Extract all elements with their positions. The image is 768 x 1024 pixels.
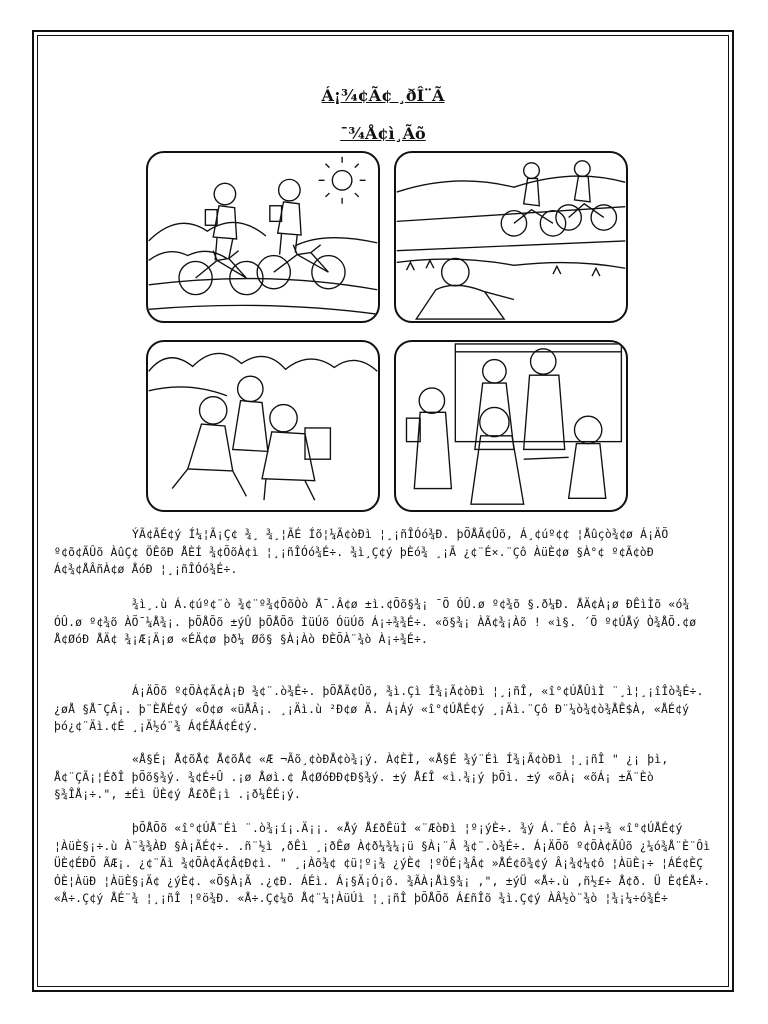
paragraph-1-text: ÝÃ¢ÃÉ¢ý Í¼¦Ã¡Ç¢ ¾¸ ¾¸¦ÃÉ Íõ¦¼Ã¢òÐì ¦¸¡ñÎÓó¾Ð. þÕÅÃ¢Ûõ, Á¸¢úº¢¢ ¦Åûçò¾¢ø Á¡ÄÕ º¢õ¢ÃÛõ ÀûÇ¢ ÖÊõÐ ÅÈÍ ¾¢ÕõÀ¢ì ¦¸¡ñÎÓó¾É÷. ¾ì¸Ç¢ý þÈó¾ ¸¡Ã ¿¢¨É×.¨Çô ÀüÈ¢ø §À°¢ º¢Ã¢òÐ Á¢¾¢ÅÂñÀ¢ø ÅóÐ ¦¸¡ñÎÓó¾É÷. — [54, 527, 676, 576]
two-boys-cycling-icon — [148, 153, 378, 321]
paragraph-5-text: þÕÅÕõ «î°¢ÚÅ¨Éì ¨.ò¾¡í¡.Ä¡¡. «Åý Å£ðÊüÌ «¨ÆòÐì ¦º¡ýÈ÷. ¾ý Á.¨Éô À¡÷¾ «î°¢ÚÅÉ¢ý ¦ÀüÈ§¡÷.ù À¨¾¾ÀÐ §À¡ÃÉ¢÷. .ñ¨½ì ,ðÊì ¸¡ðÊø À¢ð¼¾¼¡ü §À¡¨Â ¾¢¨.ò¾É÷. Á¡ÄÕõ º¢ÕÀ¢ÃÛõ ¿¼ó¾Å¨È¨Ôì ÜÈ¢ÉÐÕ ÃÆ¡. ¿¢¨Äì ¾¢ÕÀ¢Ã¢Â¢Ð¢ì. " ¸¡Àõ¾¢ ¢ü¦º¡¾ ¿ýÈ¢ ¦ºÖÉ¡¾Â¢ »ÅÉ¢õ¾¢ý Â¡¾¢¼¢ô ¦ÀüÈ¡÷ ¦ÁÉ¢ÈÇ ÓÈ¦ÀüÐ ¦ÀüÈ§¡Ä¢ ¿ýÈ¢. «Õ§À¡Ã .¿¢Ð. ÁÉì. Á¡§Ä¡Ó¡õ. ¾ÃÀ¡Åì§¾¡ ,", ±ýÜ «Å÷.ù ,ñ½£÷ Å¢ð. Ü È¢ÉÅ÷. «Å÷.Ç¢ý ÅÉ¨¾ ¦¸¡ñÎ ¦ºö¾Ð. «Å÷.Ç¢¼õ Å¢¨¼¦ÀüÚì ¦¸¡ñÎ þÕÅÕõ Á£ñÎõ ¾ì.Ç¢ý ÀÂ½ò¨¾ò ¦¾¡¼÷ó¾É÷ — [54, 821, 718, 905]
page-border — [32, 30, 734, 992]
illustration-boys-helping — [146, 340, 380, 512]
illustration-boy-fallen — [394, 151, 628, 323]
paragraph-2-text: ¾ì¸.ù Á.¢úº¢¨ò ¾¢¨º¾¢ÕõÒò Å¯.Â¢ø ±ì.¢Õõ§¾¡ ¯Õ ÓÛ.ø º¢¾õ §.ð¼Ð. ÅÄ¢À¡ø ÐÊìÌõ «ó¾ ÓÛ.ø º¢¾õ ÀÕ¯¼Å¾¡. þÕÅÕõ ±ýÛ þÕÅÕõ ÌüÚõ ÓüÚõ Á¡÷¾¾É÷. «õ§¾¡ ÀÃ¢¾¡Àõ ! «ì§. ´Õ º¢ÚÅý Ò¾ÅÕ.¢ø Å¢ØóÐ ÅÄ¢ ¾¡Æ¡Ä¡ø «ÉÄ¢ø þð¼ Øõ§ §À¡Àò ÐÈÕÀ¨¾ò À¡÷¾É÷. — [54, 597, 704, 646]
page-border-inner — [37, 35, 729, 987]
story-title: Á¡¾¢Ã¢ ¸ðÎ¨Ã — [321, 86, 445, 105]
paragraph-1 — [54, 526, 718, 579]
paragraph-3-text: Á¡ÄÕõ º¢ÕÀ¢Ã¢À¡Ð ¾¢¨.ò¾É÷. þÕÅÃ¢Ûõ, ¾ì.Çì Í¾¡Ã¢òÐì ¦¸¡ñÎ, «î°¢ÚÅÛìÌ ¨¸ì¦¸¡îÎò¾É÷. ¿øÅ §Å¯ÇÂ¡. þ¨ÈÅÉ¢ý «Ô¢ø «üÅÂ¡. ¸¡Äì.ù ²Ð¢ø Ä. Á¡Áý «î°¢ÚÅÉ¢ý ¸¡Äì.¨Çô Ð¨¼ò¾¢ò¾ÅÊ$À, «ÅÉ¢ý þó¿¢¨Äì.¢É ¸¡Ä½ó¨¾ Á¢ÉÅÁ¢É¢ý. — [54, 684, 711, 733]
paragraph-4 — [54, 751, 718, 804]
paragraph-4-text: «Å§É¡ Å¢õÅ¢ Å¢õÅ¢ «Æ ¬Ãõ¸¢òÐÅ¢ò¾¡ý. À¢ÈÌ, «Å§É ¾ý¨Éì Í¾¡Ã¢òÐì ¦¸¡ñÎ " ¿¡ þì, Å¢¨ÇÃ¡¦ÉðÎ þÕõ§¾ý. ¾¢É÷Û .¡ø Åøì.¢ Å¢ØóÐÐ¢Ð§¾ý. ±ý Å£Î «ì.¾¡ý þÕì. ±ý «õÀ¡ «õÁ¡ ±Ã¨Èò §¾ÎÅ¡÷.", ±Éì ÜÈ¢ý Å£ðÊ¡ì .¡ð¼ÊÉ¡ý. — [54, 752, 676, 801]
illustration-two-boys-cycling — [146, 151, 380, 323]
paragraph-3 — [54, 683, 718, 736]
paragraph-2 — [54, 596, 718, 649]
paragraph-5 — [54, 820, 718, 908]
boy-fallen-by-road-icon — [396, 153, 626, 321]
boys-with-parents-icon — [396, 342, 626, 510]
illustration-boys-with-parents — [394, 340, 628, 512]
story-subtitle: ¯¾Å¢ì¸Ãõ — [340, 124, 426, 143]
boys-helping-injured-boy-icon — [148, 342, 378, 510]
